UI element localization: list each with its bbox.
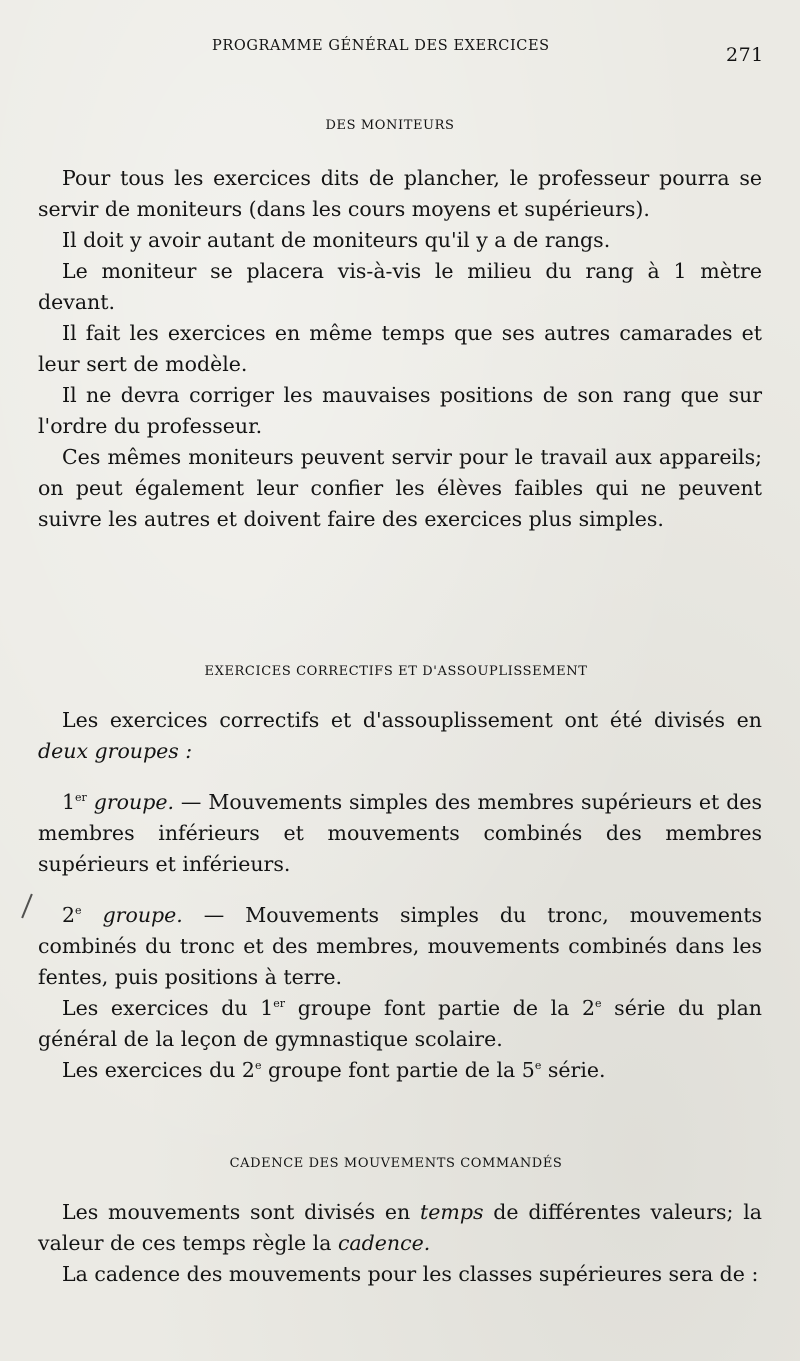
paragraph bbox=[38, 1197, 762, 1259]
ordinal-suffix: e bbox=[595, 997, 602, 1011]
group-text: — Mouvements simples des membres supérieurs et des membres inférieurs et mouvements combinés des membres supérieurs et inférieurs. bbox=[38, 790, 762, 876]
text-run: série du plan général de la leçon de gymnastique scolaire. bbox=[38, 996, 762, 1051]
ordinal-suffix: e bbox=[534, 1059, 542, 1073]
ordinal-suffix: e bbox=[254, 1059, 262, 1073]
section-body-moniteurs bbox=[38, 163, 762, 535]
ordinal-suffix: e bbox=[75, 904, 82, 918]
section-body-correctifs bbox=[38, 705, 762, 1086]
group-text: — Mouvements simples du tronc, mouvements combinés du tronc et des membres, mouvements combinés dans les fentes, puis positions à terre. bbox=[38, 903, 762, 989]
paragraph: Le moniteur se placera vis-à-vis le milieu du rang à 1 mètre devant. bbox=[38, 259, 762, 314]
text-run: Les mouvements sont divisés en bbox=[62, 1200, 421, 1224]
group-number: 1 bbox=[62, 790, 76, 814]
paragraph: Il fait les exercices en même temps que ses autres camarades et leur sert de modèle. bbox=[38, 321, 762, 376]
paragraph-group-1 bbox=[38, 787, 762, 880]
intro-text: Les exercices correctifs et d'assouplissement ont été divisés en bbox=[62, 708, 762, 732]
text-run: série. bbox=[541, 1058, 606, 1082]
intro-italic: deux groupes : bbox=[38, 739, 193, 763]
text-run: Les exercices du 2 bbox=[62, 1058, 255, 1082]
paragraph bbox=[38, 993, 762, 1055]
section-body-cadence bbox=[38, 1197, 762, 1290]
page-header bbox=[0, 36, 800, 66]
running-title: PROGRAMME GÉNÉRAL DES EXERCICES bbox=[212, 38, 550, 54]
paragraph: Il doit y avoir autant de moniteurs qu'il y a de rangs. bbox=[62, 228, 611, 252]
text-run: Les exercices du 1 bbox=[62, 996, 274, 1020]
group-label: groupe. bbox=[102, 903, 183, 927]
text-run: de différentes valeurs; la valeur de ces temps règle la bbox=[38, 1200, 762, 1255]
page-number: 271 bbox=[726, 44, 764, 66]
paragraph bbox=[38, 1055, 762, 1086]
italic-term: cadence. bbox=[337, 1231, 431, 1255]
text-run: groupe font partie de la 2 bbox=[285, 996, 596, 1020]
ordinal-suffix: er bbox=[273, 997, 286, 1011]
paragraph: Il ne devra corriger les mauvaises positions de son rang que sur l'ordre du professeur. bbox=[38, 383, 762, 438]
group-label: groupe. bbox=[93, 790, 174, 814]
ordinal-suffix: er bbox=[75, 791, 87, 805]
paragraph: La cadence des mouvements pour les classes supérieures sera de : bbox=[62, 1262, 759, 1286]
section-heading-correctifs: EXERCICES CORRECTIFS ET D'ASSOUPLISSEMENT bbox=[204, 664, 588, 679]
text-run: groupe font partie de la 5 bbox=[261, 1058, 535, 1082]
italic-term: temps bbox=[420, 1200, 484, 1224]
section-heading-cadence: CADENCE DES MOUVEMENTS COMMANDÉS bbox=[229, 1156, 563, 1171]
margin-pencil-mark bbox=[21, 894, 33, 919]
paragraph-group-2 bbox=[38, 900, 762, 993]
paragraph-intro bbox=[38, 705, 762, 767]
group-number: 2 bbox=[62, 903, 76, 927]
paragraph: Ces mêmes moniteurs peuvent servir pour le travail aux appareils; on peut également leur confier les élèves faibles qui ne peuvent suivre les autres et doivent faire des exercices plus simples. bbox=[38, 445, 762, 531]
paragraph: Pour tous les exercices dits de plancher, le professeur pourra se servir de moniteurs (dans les cours moyens et supérieurs). bbox=[38, 166, 762, 221]
section-heading-moniteurs: DES MONITEURS bbox=[325, 118, 455, 133]
